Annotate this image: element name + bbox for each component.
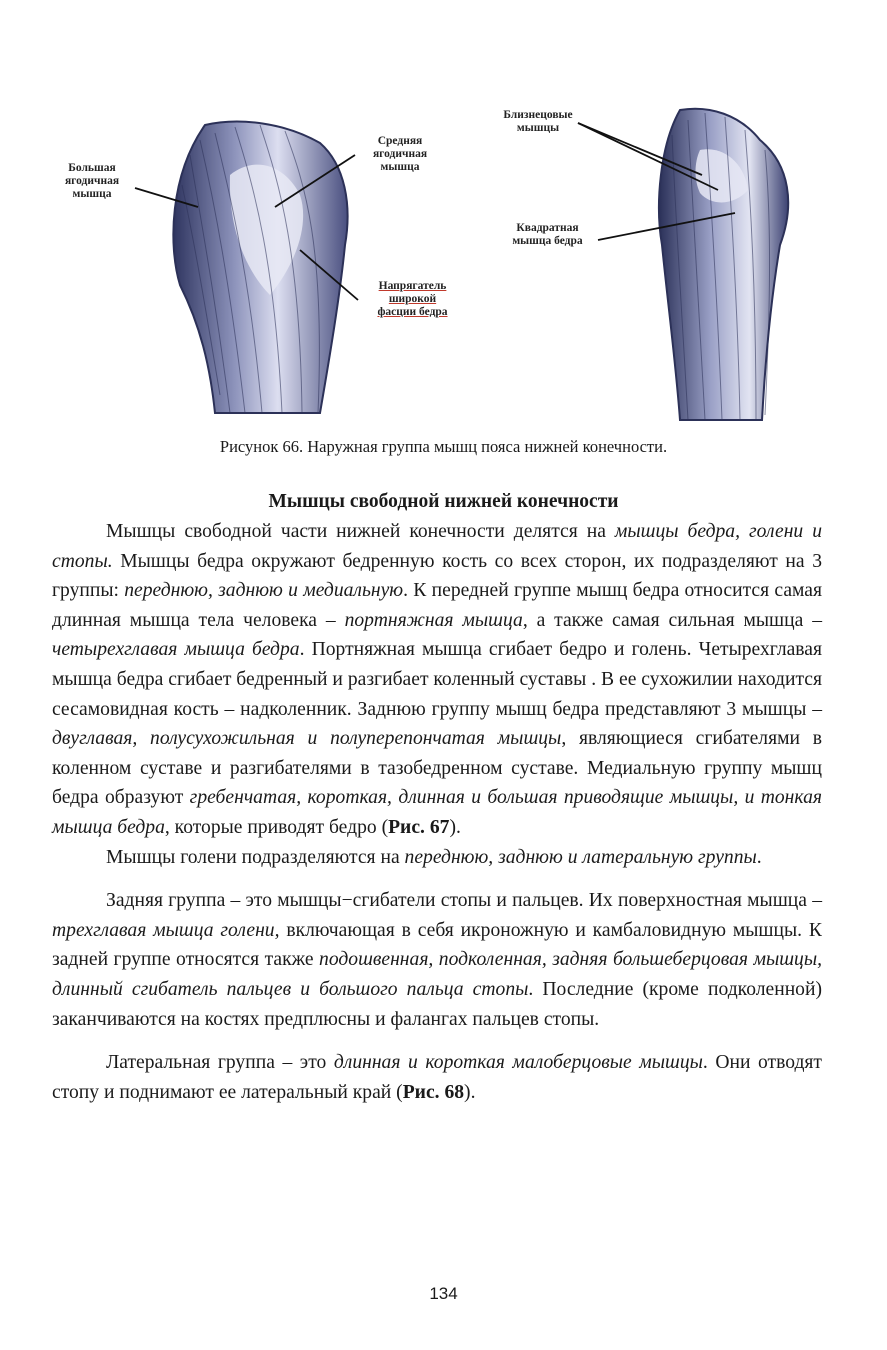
right-hip-illustration bbox=[659, 109, 788, 420]
label-tensor-fasciae-latae: Напрягатель широкой фасции бедра bbox=[377, 280, 448, 318]
label-gemelli: Близнецовые мышцы bbox=[503, 109, 573, 134]
page-number: 134 bbox=[429, 1284, 458, 1303]
label-quadratus-femoris: Квадратная мышца бедра bbox=[512, 222, 583, 247]
figure-66 bbox=[0, 95, 887, 430]
label-gluteus-maximus: Большая ягодичная мышца bbox=[64, 162, 120, 200]
section-heading: Мышцы свободной нижней конечности bbox=[268, 491, 619, 512]
body-text bbox=[52, 517, 822, 1107]
paragraph-leg: Мышцы голени подразделяются на переднюю, заднюю и латеральную группы. bbox=[106, 846, 762, 868]
paragraph-thigh: Мышцы свободной части нижней конечности делятся на мышцы бедра, голени и стопы. Мышцы бедра окружают бедренную кость со всех сторон, их подразделяют на 3 группы: переднюю, заднюю и медиальную. К передней группе мышц бедра относится самая длинная мышца тела человека – портняжная мышца, а также самая сильная мышца – четырехглавая мышца бедра. Портняжная мышца сгибает бедро и голень. Четырехглавая мышца бедра сгибает бедренный и разгибает коленный суставы . В ее сухожилии находится сесамовидная кость – надколенник. Заднюю группу мышц бедра представляют 3 мышцы – двуглавая, полусухожильная и полуперепончатая мышцы, являющиеся сгибателями в коленном суставе и разгибателями в тазобедренном суставе. Медиальную группу мышц бедра образуют гребенчатая, короткая, длинная и большая приводящие мышцы, и тонкая мышца бедра, которые приводят бедро (Рис. 67). bbox=[52, 521, 823, 838]
figure-ref-68: Рис. 68 bbox=[402, 1081, 465, 1103]
paragraph-posterior-group: Задняя группа – это мышцы−сгибатели стопы и пальцев. Их поверхностная мышца – трехглавая мышца голени, включающая в себя икроножную и камбаловидную мышцы. К задней группе относятся также подошвенная, подколенная, задняя большеберцовая мышцы, длинный сгибатель пальцев и большого пальца стопы. Последние (кроме подколенной) заканчиваются на костях предплюсны и фалангах пальцев стопы. bbox=[52, 890, 822, 1030]
figure-caption: Рисунок 66. Наружная группа мышц пояса нижней конечности. bbox=[219, 437, 668, 456]
paragraph-lateral-group: Латеральная группа – это длинная и короткая малоберцовые мышцы. Они отводят стопу и поднимают ее латеральный край (Рис. 68). bbox=[52, 1052, 822, 1103]
figure-ref-67: Рис. 67 bbox=[388, 816, 450, 838]
left-hip-illustration bbox=[173, 122, 347, 413]
label-gluteus-medius: Средняя ягодичная мышца bbox=[372, 135, 428, 173]
